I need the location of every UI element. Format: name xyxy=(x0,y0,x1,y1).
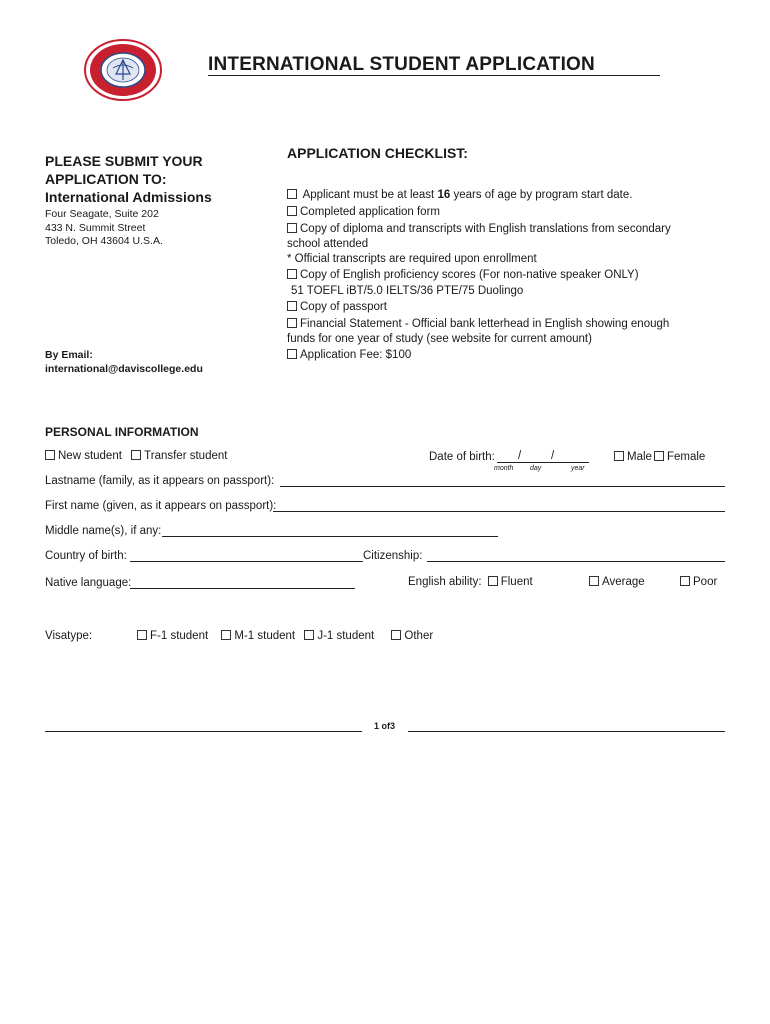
checklist-item-form: Completed application form xyxy=(287,205,440,220)
title-underline xyxy=(208,75,660,76)
male-checkbox[interactable] xyxy=(614,451,624,461)
middle-name-field[interactable] xyxy=(162,536,498,537)
gender-options: Male Female xyxy=(614,450,705,465)
checkbox[interactable] xyxy=(287,189,297,199)
dob-slash-1: / xyxy=(518,450,522,462)
citizenship-field[interactable] xyxy=(427,561,725,562)
country-label: Country of birth: xyxy=(45,550,127,562)
office-name: International Admissions xyxy=(45,189,212,205)
average-checkbox[interactable] xyxy=(589,576,599,586)
average-option: Average xyxy=(589,575,645,590)
dob-field[interactable] xyxy=(497,462,589,463)
page-number: 1 of3 xyxy=(374,721,396,731)
native-language-field[interactable] xyxy=(130,588,355,589)
fluent-checkbox[interactable] xyxy=(488,576,498,586)
poor-option: Poor xyxy=(680,575,717,590)
f1-checkbox[interactable] xyxy=(137,630,147,640)
footer-rule-right xyxy=(408,731,725,732)
checklist-item-english: Copy of English proficiency scores (For non-native speaker ONLY) xyxy=(287,268,639,283)
checkbox[interactable] xyxy=(287,349,297,359)
first-name-label: First name (given, as it appears on passport): xyxy=(45,500,277,512)
checklist-item-diploma: Copy of diploma and transcripts with English translations from secondary xyxy=(287,222,671,237)
mailing-address xyxy=(45,208,163,249)
dob-day-hint: day xyxy=(530,465,542,472)
j1-checkbox[interactable] xyxy=(304,630,314,640)
email-label: By Email: xyxy=(45,349,93,361)
checkbox[interactable] xyxy=(287,206,297,216)
email-block xyxy=(45,348,203,376)
transfer-student-checkbox[interactable] xyxy=(131,450,141,460)
email-link[interactable]: international@daviscollege.edu xyxy=(45,363,203,375)
college-seal-logo xyxy=(83,38,163,102)
poor-checkbox[interactable] xyxy=(680,576,690,586)
checklist-note-transcripts: * Official transcripts are required upon enrollment xyxy=(287,253,537,265)
address-line-2: 433 N. Summit Street xyxy=(45,221,146,234)
female-checkbox[interactable] xyxy=(654,451,664,461)
dob-label: Date of birth: xyxy=(429,451,495,463)
checkbox[interactable] xyxy=(287,301,297,311)
visa-type-label: Visatype: xyxy=(45,630,93,642)
checklist-item-age: Applicant must be at least 16 years of age by program start date. xyxy=(287,188,632,203)
citizenship-label: Citizenship: xyxy=(363,550,423,562)
checkbox[interactable] xyxy=(287,269,297,279)
checklist-english-scores: 51 TOEFL iBT/5.0 IELTS/36 PTE/75 Duolingo xyxy=(291,285,524,297)
address-line-3: Toledo, OH 43604 U.S.A. xyxy=(45,235,163,247)
other-checkbox[interactable] xyxy=(391,630,401,640)
checklist-item-fee: Application Fee: $100 xyxy=(287,348,411,363)
checklist-item-passport: Copy of passport xyxy=(287,300,387,315)
form-title: INTERNATIONAL STUDENT APPLICATION xyxy=(208,54,595,75)
middle-name-label: Middle name(s), if any: xyxy=(45,525,162,537)
new-student-checkbox[interactable] xyxy=(45,450,55,460)
m1-checkbox[interactable] xyxy=(221,630,231,640)
checklist-title: APPLICATION CHECKLIST: xyxy=(287,145,468,161)
english-ability-options: English ability: Fluent xyxy=(408,576,533,588)
student-type-options: New student Transfer student xyxy=(45,449,227,464)
address-line-1: Four Seagate, Suite 202 xyxy=(45,208,159,220)
checklist-item-financial-cont: funds for one year of study (see website for current amount) xyxy=(287,333,592,345)
last-name-label: Lastname (family, as it appears on passport): xyxy=(45,475,275,487)
checklist-item-financial: Financial Statement - Official bank letterhead in English showing enough xyxy=(287,317,669,332)
native-language-label: Native language: xyxy=(45,577,132,589)
last-name-field[interactable] xyxy=(280,486,725,487)
footer-rule-left xyxy=(45,731,362,732)
checklist-item-diploma-cont: school attended xyxy=(287,238,369,250)
checkbox[interactable] xyxy=(287,223,297,233)
submit-heading: PLEASE SUBMIT YOUR APPLICATION TO: xyxy=(45,153,203,187)
country-field[interactable] xyxy=(130,561,363,562)
dob-year-hint: year xyxy=(571,465,585,472)
visa-type-options: F-1 student M-1 student J-1 student Other xyxy=(137,629,433,644)
checkbox[interactable] xyxy=(287,318,297,328)
first-name-field[interactable] xyxy=(273,511,725,512)
dob-slash-2: / xyxy=(551,450,555,462)
dob-month-hint: month xyxy=(494,465,514,472)
personal-info-heading: PERSONAL INFORMATION xyxy=(45,425,199,439)
